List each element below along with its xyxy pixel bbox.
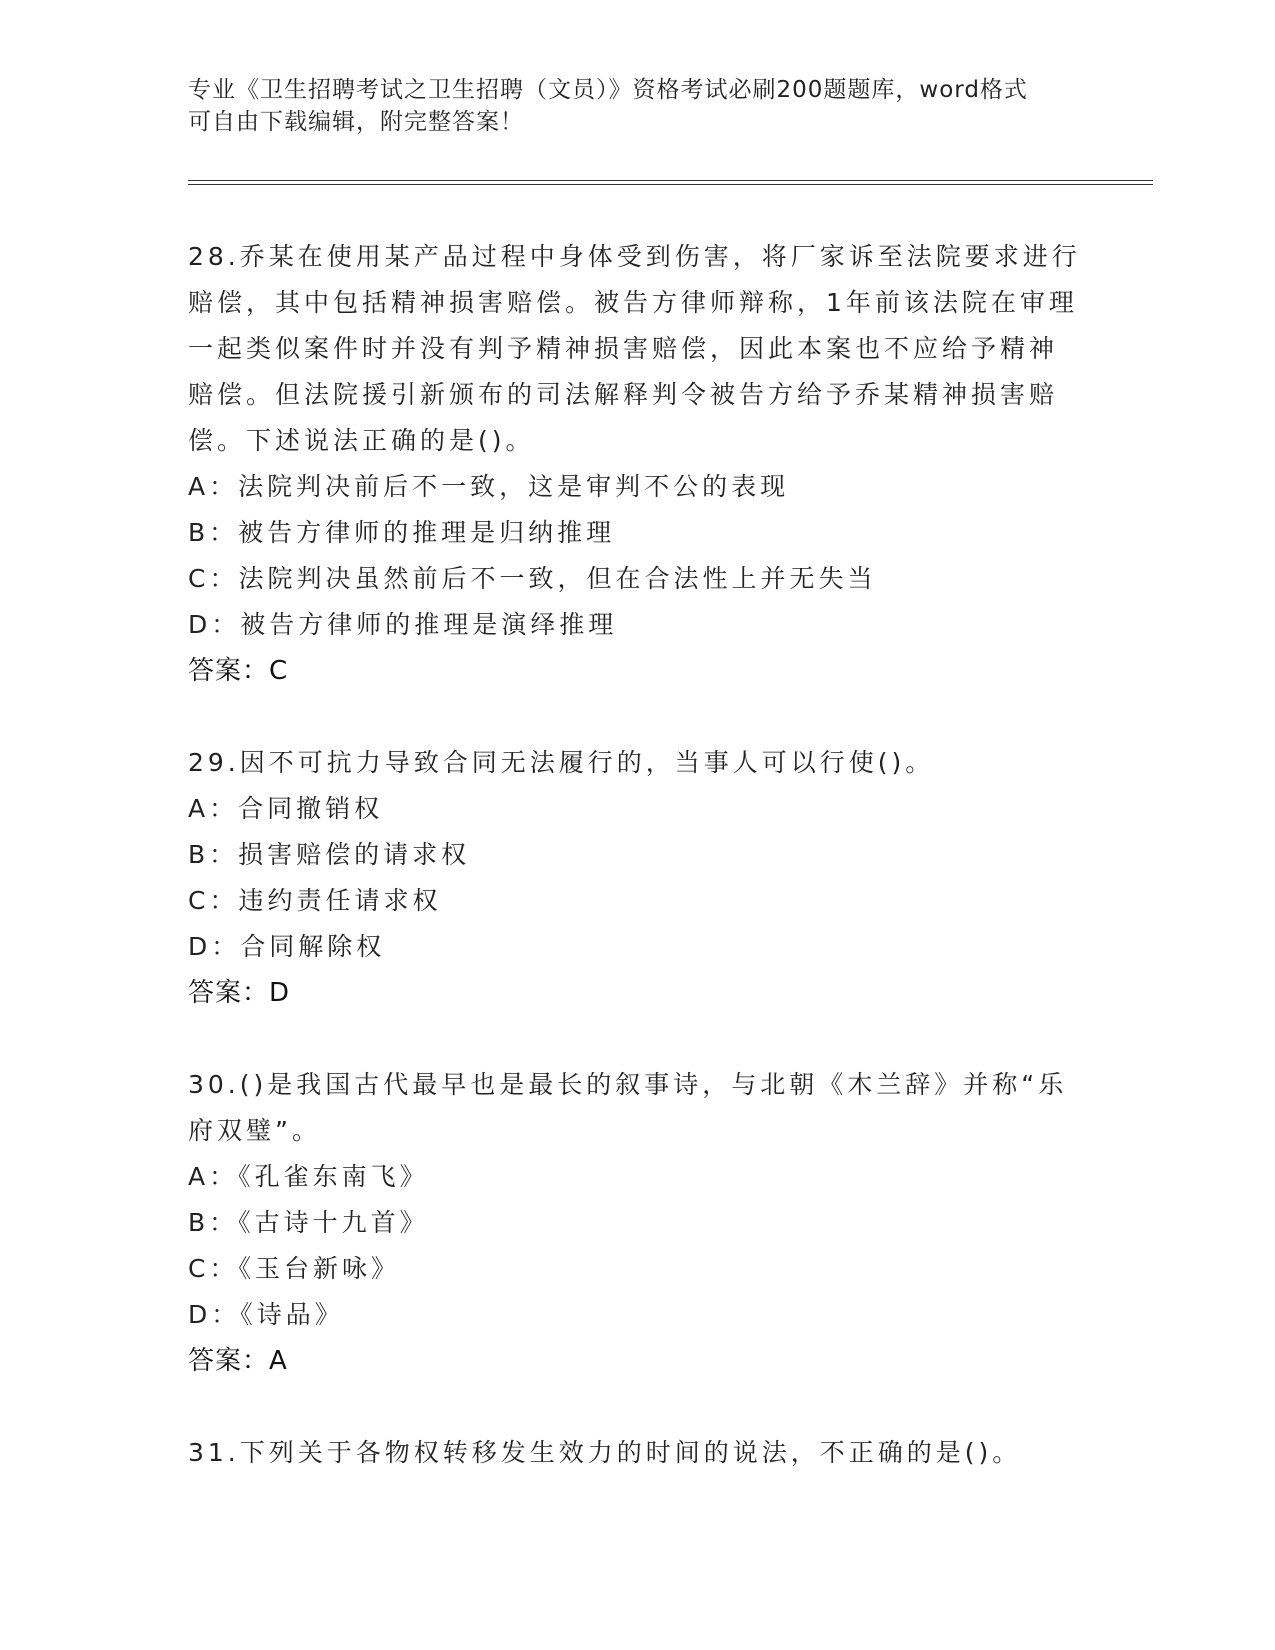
answer-line: 答案：C bbox=[188, 656, 289, 686]
question-list bbox=[188, 234, 1088, 1476]
question-text-line: 偿。下述说法正确的是()。 bbox=[188, 426, 535, 455]
spacer bbox=[188, 1016, 1088, 1062]
answer-line: 答案：A bbox=[188, 1346, 288, 1376]
question-29 bbox=[188, 740, 1088, 1016]
answer-line: 答案：D bbox=[188, 978, 291, 1008]
option-b: B：被告方律师的推理是归纳推理 bbox=[188, 518, 616, 547]
option-b: B：《古诗十九首》 bbox=[188, 1208, 429, 1237]
question-text-line: 31.下列关于各物权转移发生效力的时间的说法，不正确的是()。 bbox=[188, 1438, 1022, 1467]
question-text-line: 一起类似案件时并没有判予精神损害赔偿，因此本案也不应给予精神 bbox=[188, 334, 1059, 363]
header-line-1: 专业《卫生招聘考试之卫生招聘（文员）》资格考试必刷200题题库，word格式 bbox=[188, 77, 1028, 103]
spacer bbox=[188, 1384, 1088, 1430]
option-c: C：违约责任请求权 bbox=[188, 886, 442, 915]
question-31 bbox=[188, 1430, 1088, 1476]
header-divider-bottom bbox=[188, 184, 1153, 185]
option-d: D：《诗品》 bbox=[188, 1300, 344, 1329]
option-b: B：损害赔偿的请求权 bbox=[188, 840, 471, 869]
option-a: A：《孔雀东南飞》 bbox=[188, 1162, 429, 1191]
question-text-line: 28.乔某在使用某产品过程中身体受到伤害，将厂家诉至法院要求进行 bbox=[188, 242, 1081, 271]
option-d: D：被告方律师的推理是演绎推理 bbox=[188, 610, 618, 639]
question-text-line: 赔偿。但法院援引新颁布的司法解释判令被告方给予乔某精神损害赔 bbox=[188, 380, 1059, 409]
question-text-line: 30.()是我国古代最早也是最长的叙事诗，与北朝《木兰辞》并称“乐 bbox=[188, 1070, 1068, 1099]
header-line-2: 可自由下载编辑，附完整答案！ bbox=[188, 109, 524, 135]
question-text-line: 29.因不可抗力导致合同无法履行的，当事人可以行使()。 bbox=[188, 748, 935, 777]
question-text-line: 赔偿，其中包括精神损害赔偿。被告方律师辩称，1年前该法院在审理 bbox=[188, 288, 1078, 317]
question-text-line: 府双璧”。 bbox=[188, 1116, 321, 1145]
question-30 bbox=[188, 1062, 1088, 1384]
spacer bbox=[188, 694, 1088, 740]
header-divider-top bbox=[188, 180, 1153, 181]
option-c: C：法院判决虽然前后不一致，但在合法性上并无失当 bbox=[188, 564, 877, 593]
document-header bbox=[188, 74, 1088, 138]
option-a: A：合同撤销权 bbox=[188, 794, 384, 823]
option-a: A：法院判决前后不一致，这是审判不公的表现 bbox=[188, 472, 790, 501]
option-c: C：《玉台新咏》 bbox=[188, 1254, 400, 1283]
option-d: D：合同解除权 bbox=[188, 932, 386, 961]
question-28 bbox=[188, 234, 1088, 694]
